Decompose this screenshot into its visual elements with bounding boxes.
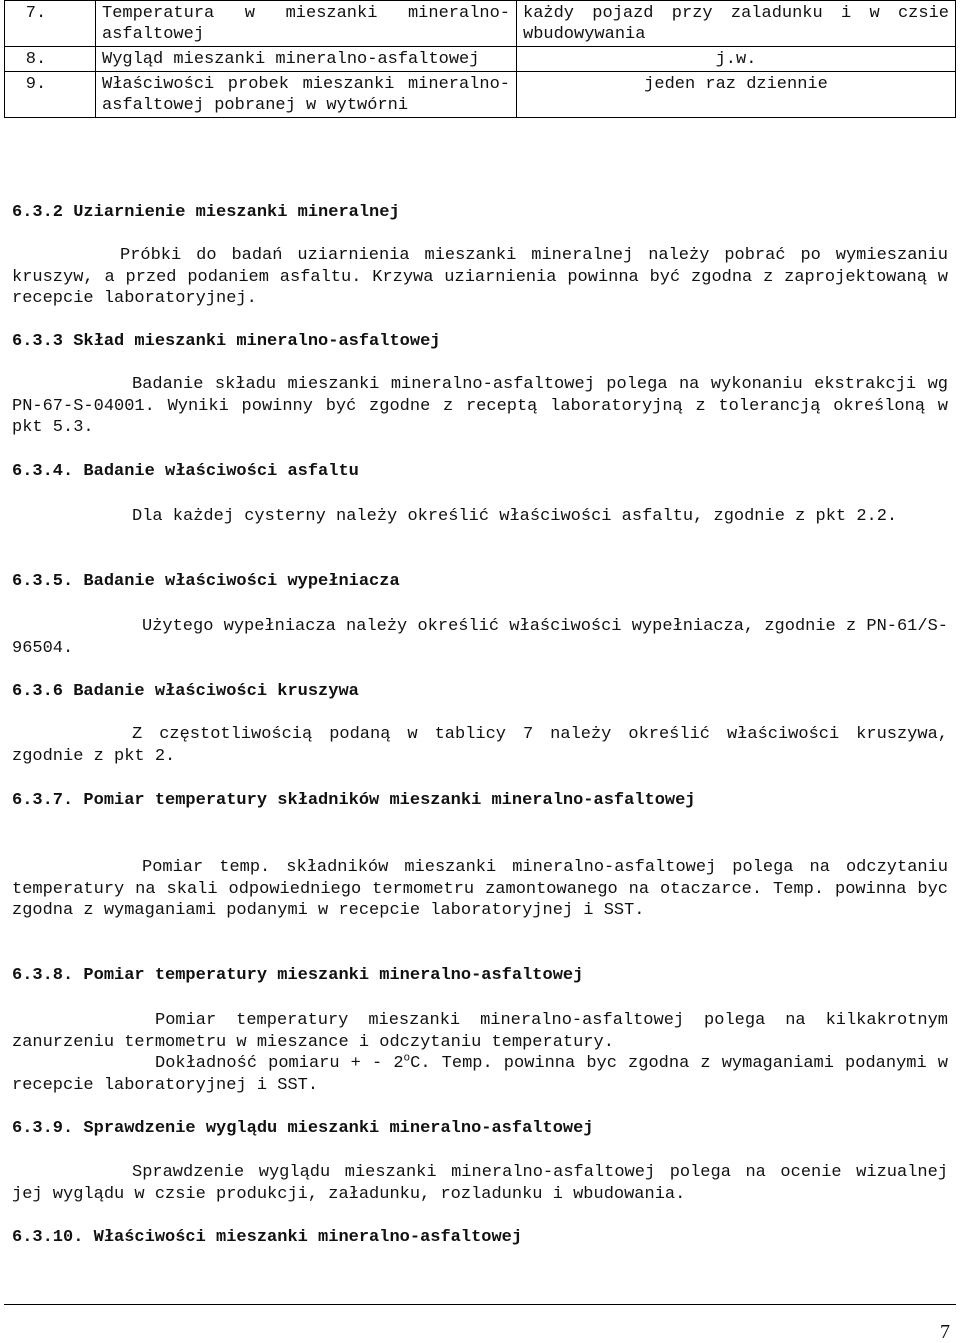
section-text-6-3-8 (12, 1010, 948, 1053)
section-text-6-3-8-accuracy (12, 1053, 948, 1096)
row-frequency: j.w. (517, 47, 956, 72)
section-text-6-3-6 (12, 724, 948, 767)
paragraph-text: Użytego wypełniacza należy określić właściwości wypełniacza, zgodnie z PN-61/S-96504. (12, 617, 948, 658)
paragraph-text: Próbki do badań uziarnienia mieszanki mineralnej należy pobrać po wymieszaniu kruszyw, a przed podaniem asfaltu. Krzywa uziarnienia powinna być zgodna z zaprojektowaną w recepcie laboratoryjnej. (12, 246, 948, 308)
row-property: Właściwości probek mieszanki mineralno-asfaltowej pobranej w wytwórni (96, 72, 517, 118)
row-number: 8. (5, 47, 96, 72)
section-heading-6-3-2: 6.3.2 Uziarnienie mieszanki mineralnej (12, 203, 400, 222)
table-row (5, 47, 956, 72)
section-heading-6-3-8: 6.3.8. Pomiar temperatury mieszanki mineralno-asfaltowej (12, 966, 584, 985)
row-number: 9. (5, 72, 96, 118)
section-heading-6-3-3: 6.3.3 Skład mieszanki mineralno-asfaltowej (12, 332, 441, 351)
paragraph-text: C. Temp. powinna byc zgodna z wymaganiami podanymi w recepcie laboratoryjnej i SST. (12, 1054, 948, 1095)
page-number: 7 (940, 1321, 950, 1343)
paragraph-text: Badanie składu mieszanki mineralno-asfaltowej polega na wykonaniu ekstrakcji wg PN-67-S-04001. Wyniki powinny być zgodne z receptą laboratoryjną z tolerancją określoną w pkt 5.3. (12, 375, 948, 437)
paragraph-text: Pomiar temp. składników mieszanki mineralno-asfaltowej polega na odczytaniu temperatury na skali odpowiedniego termometru zamontowanego na otaczarce. Temp. powinna byc zgodna z wymaganiami podanymi w recepcie laboratoryjnej i SST. (12, 858, 948, 920)
section-heading-6-3-10: 6.3.10. Właściwości mieszanki mineralno-asfaltowej (12, 1228, 523, 1247)
row-property: Temperatura w mieszanki mineralno-asfaltowej (96, 1, 517, 47)
section-text-6-3-4 (12, 506, 948, 528)
table-row (5, 1, 956, 47)
table-row (5, 72, 956, 118)
footer-rule (4, 1304, 956, 1305)
section-text-6-3-7 (12, 857, 948, 922)
row-number: 7. (5, 1, 96, 47)
section-text-6-3-5 (12, 616, 948, 659)
row-frequency: każdy pojazd przy zaladunku i w czsie wbudowywania (517, 1, 956, 47)
paragraph-text: Sprawdzenie wyglądu mieszanki mineralno-asfaltowej polega na ocenie wizualnej jej wyglądu w czsie produkcji, załadunku, rozladunku i wbudowania. (12, 1163, 948, 1204)
section-heading-6-3-9: 6.3.9. Sprawdzenie wyglądu mieszanki mineralno-asfaltowej (12, 1119, 594, 1138)
control-frequency-table (4, 0, 956, 118)
row-frequency: jeden raz dziennie (517, 72, 956, 118)
section-text-6-3-2 (12, 245, 948, 310)
section-text-6-3-3 (12, 374, 948, 439)
degree-superscript: o (403, 1052, 411, 1065)
paragraph-text: Dla każdej cysterny należy określić właściwości asfaltu, zgodnie z pkt 2.2. (132, 507, 898, 526)
row-property: Wygląd mieszanki mineralno-asfaltowej (96, 47, 517, 72)
section-heading-6-3-5: 6.3.5. Badanie właściwości wypełniacza (12, 572, 400, 591)
paragraph-text: Dokładność pomiaru + - 2 (155, 1054, 404, 1073)
section-heading-6-3-7: 6.3.7. Pomiar temperatury składników mieszanki mineralno-asfaltowej (12, 791, 696, 810)
section-heading-6-3-6: 6.3.6 Badanie właściwości kruszywa (12, 682, 359, 701)
section-text-6-3-9 (12, 1162, 948, 1205)
section-heading-6-3-4: 6.3.4. Badanie właściwości asfaltu (12, 462, 359, 481)
paragraph-text: Pomiar temperatury mieszanki mineralno-asfaltowej polega na kilkakrotnym zanurzeniu termometru w mieszance i odczytaniu temperatury. (12, 1011, 948, 1052)
paragraph-text: Z częstotliwością podaną w tablicy 7 należy określić właściwości kruszywa, zgodnie z pkt 2. (12, 725, 948, 766)
